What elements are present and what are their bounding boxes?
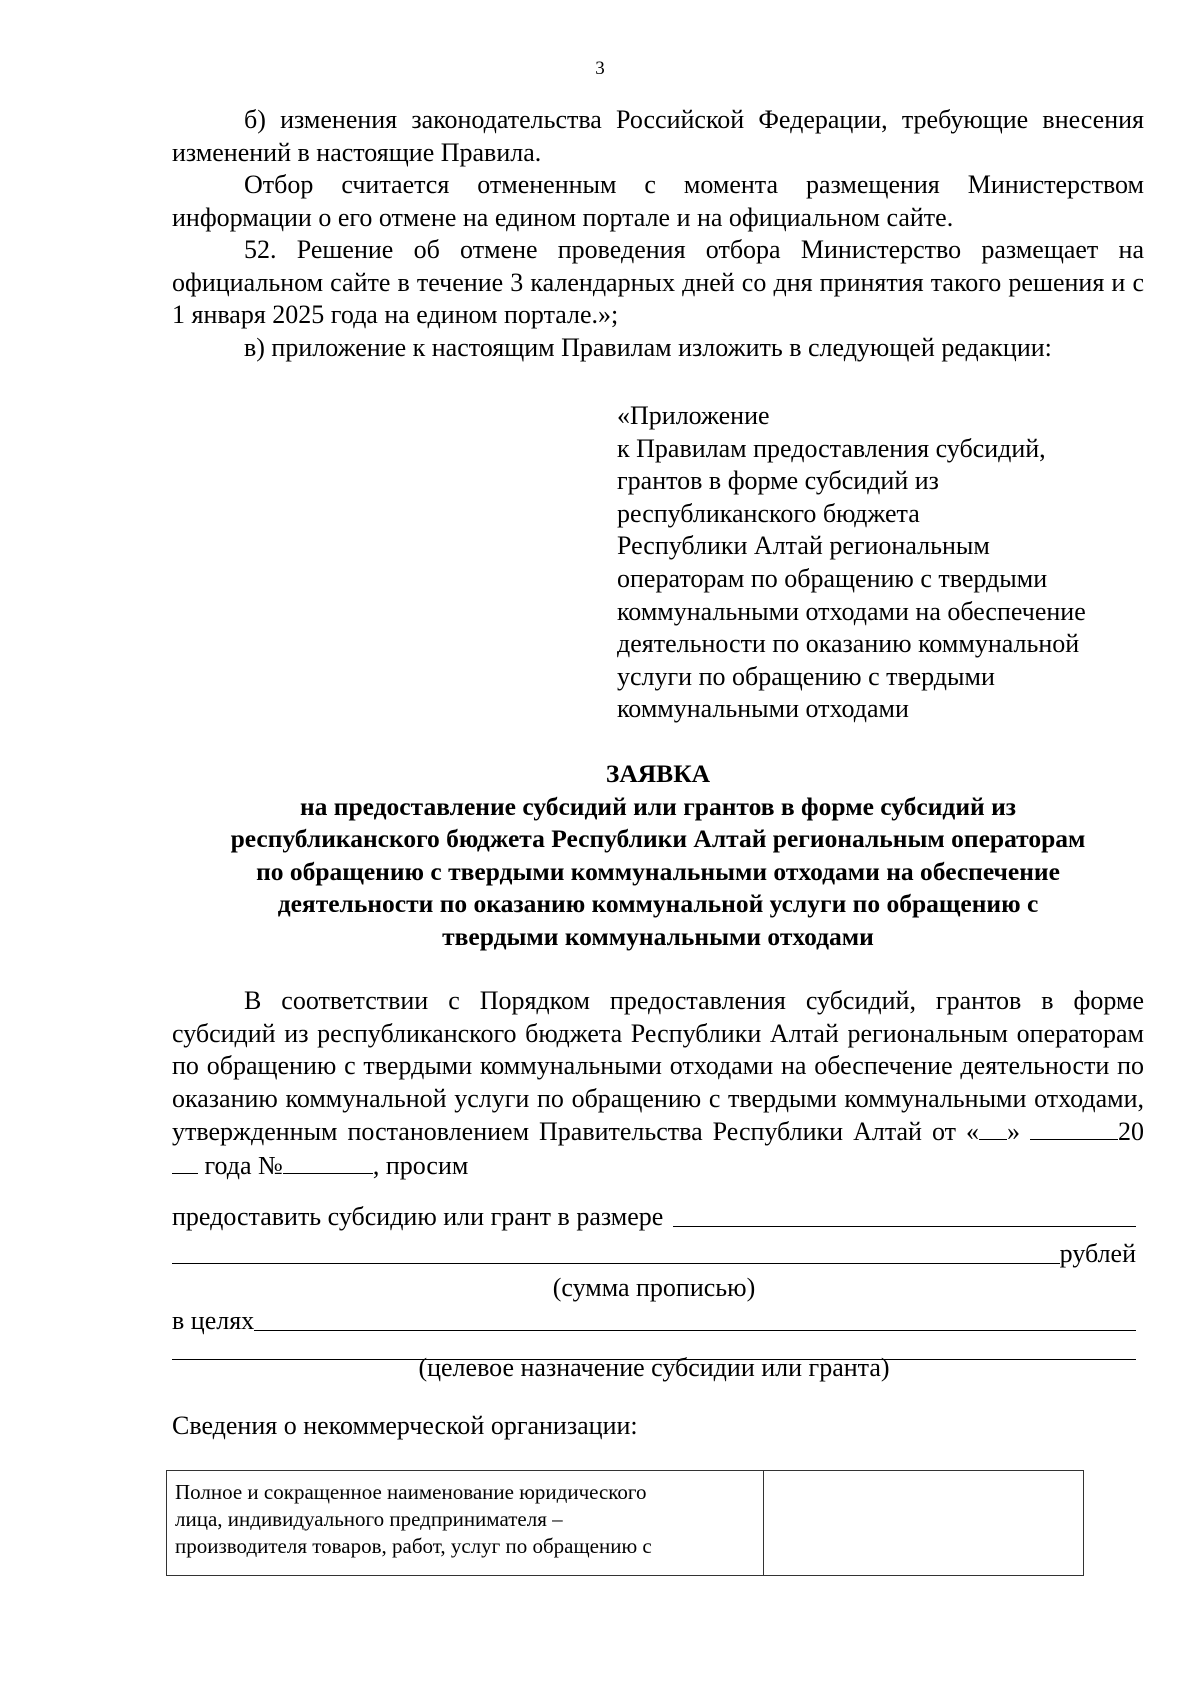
page-number: 3 bbox=[595, 58, 605, 79]
paragraph: б) изменения законодательства Российской Федерации, требующие внесения изменений в настоящие Правила. bbox=[172, 105, 1144, 167]
purpose-row bbox=[172, 1305, 1136, 1337]
paragraph: в) приложение к настоящим Правилам изложить в следующей редакции: bbox=[244, 332, 1052, 362]
purpose-label: в целях bbox=[172, 1306, 255, 1335]
month-blank bbox=[1030, 1115, 1118, 1140]
appendix-line: операторам по обращению с твердыми bbox=[617, 563, 1048, 593]
table-cell-value[interactable] bbox=[764, 1471, 1084, 1576]
appendix-heading bbox=[617, 400, 1157, 726]
title-line: деятельности по оказанию коммунальной услуги по обращению с bbox=[277, 889, 1039, 918]
request-main: В соответствии с Порядком предоставления субсидий, грантов в форме субсидий из республиканского бюджета Республики Алтай региональным операторам по обращению с твердыми коммунальными отходами на обеспечение деятельности по оказанию коммунальной услуги по обращению с твердыми коммунальными отходами, утвержденным постановлением Правительства Республики Алтай от bbox=[172, 986, 1144, 1146]
appendix-line: Республики Алтай региональным bbox=[617, 531, 990, 561]
cell-line: лица, индивидуального предпринимателя – bbox=[175, 1507, 563, 1531]
day-blank bbox=[979, 1115, 1007, 1140]
amount-caption: (сумма прописью) bbox=[552, 1273, 756, 1302]
table-cell-label bbox=[167, 1471, 764, 1576]
appendix-line: коммунальными отходами на обеспечение bbox=[617, 596, 1086, 626]
paragraph: Отбор считается отмененным с момента размещения Министерством информации о его отмене на едином портале и на официальном сайте. bbox=[172, 170, 1144, 232]
cell-line: Полное и сокращенное наименование юридического bbox=[175, 1480, 647, 1504]
number-label: года № bbox=[204, 1150, 283, 1180]
amount-field-line[interactable] bbox=[673, 1225, 1136, 1227]
request-paragraph bbox=[172, 985, 1144, 1182]
title-line: твердыми коммунальными отходами bbox=[442, 921, 874, 951]
paragraph: 52. Решение об отмене проведения отбора Министерство размещает на официальном сайте в течение 3 календарных дней со дня принятия такого решения и с 1 января 2025 года на едином портале.»; bbox=[172, 235, 1144, 329]
amount-row bbox=[172, 1201, 1136, 1233]
section-label: Сведения о некоммерческой организации: bbox=[172, 1411, 638, 1440]
document-title bbox=[172, 758, 1144, 953]
intro-text bbox=[172, 104, 1144, 364]
cell-line: производителя товаров, работ, услуг по обращению с bbox=[175, 1534, 652, 1558]
table-row bbox=[167, 1471, 1084, 1576]
amount-label: предоставить субсидию или грант в размере bbox=[172, 1202, 664, 1231]
amount-words-line[interactable] bbox=[172, 1262, 1060, 1264]
appendix-line: коммунальными отходами bbox=[617, 694, 909, 724]
amount-words-row bbox=[172, 1238, 1136, 1270]
appendix-line: «Приложение bbox=[617, 401, 770, 430]
amount-unit: рублей bbox=[1059, 1239, 1136, 1268]
appendix-line: республиканского бюджета bbox=[617, 498, 920, 528]
appendix-line: к Правилам предоставления субсидий, bbox=[617, 433, 1046, 463]
purpose-field-line[interactable] bbox=[254, 1329, 1136, 1331]
appendix-line: грантов в форме субсидий из bbox=[617, 466, 939, 496]
quote-open: « bbox=[966, 1117, 980, 1146]
year-blank bbox=[172, 1149, 198, 1174]
year-prefix: 20 bbox=[1118, 1117, 1145, 1146]
request-ending: , просим bbox=[372, 1150, 469, 1180]
appendix-line: услуги по обращению с твердыми bbox=[617, 661, 995, 691]
title-line: на предоставление субсидий или грантов в форме субсидий из bbox=[299, 791, 1017, 821]
organization-table bbox=[166, 1470, 1084, 1576]
purpose-caption: (целевое назначение субсидии или гранта) bbox=[418, 1353, 890, 1382]
title-line: республиканского бюджета Республики Алтай региональным операторам bbox=[230, 824, 1086, 853]
appendix-line: деятельности по оказанию коммунальной bbox=[617, 629, 1080, 659]
quote-close: » bbox=[1007, 1117, 1021, 1146]
title-line: по обращению с твердыми коммунальными отходами на обеспечение bbox=[256, 856, 1060, 886]
title-line: ЗАЯВКА bbox=[605, 759, 711, 788]
number-blank bbox=[283, 1149, 373, 1174]
request-text bbox=[172, 985, 1144, 1182]
